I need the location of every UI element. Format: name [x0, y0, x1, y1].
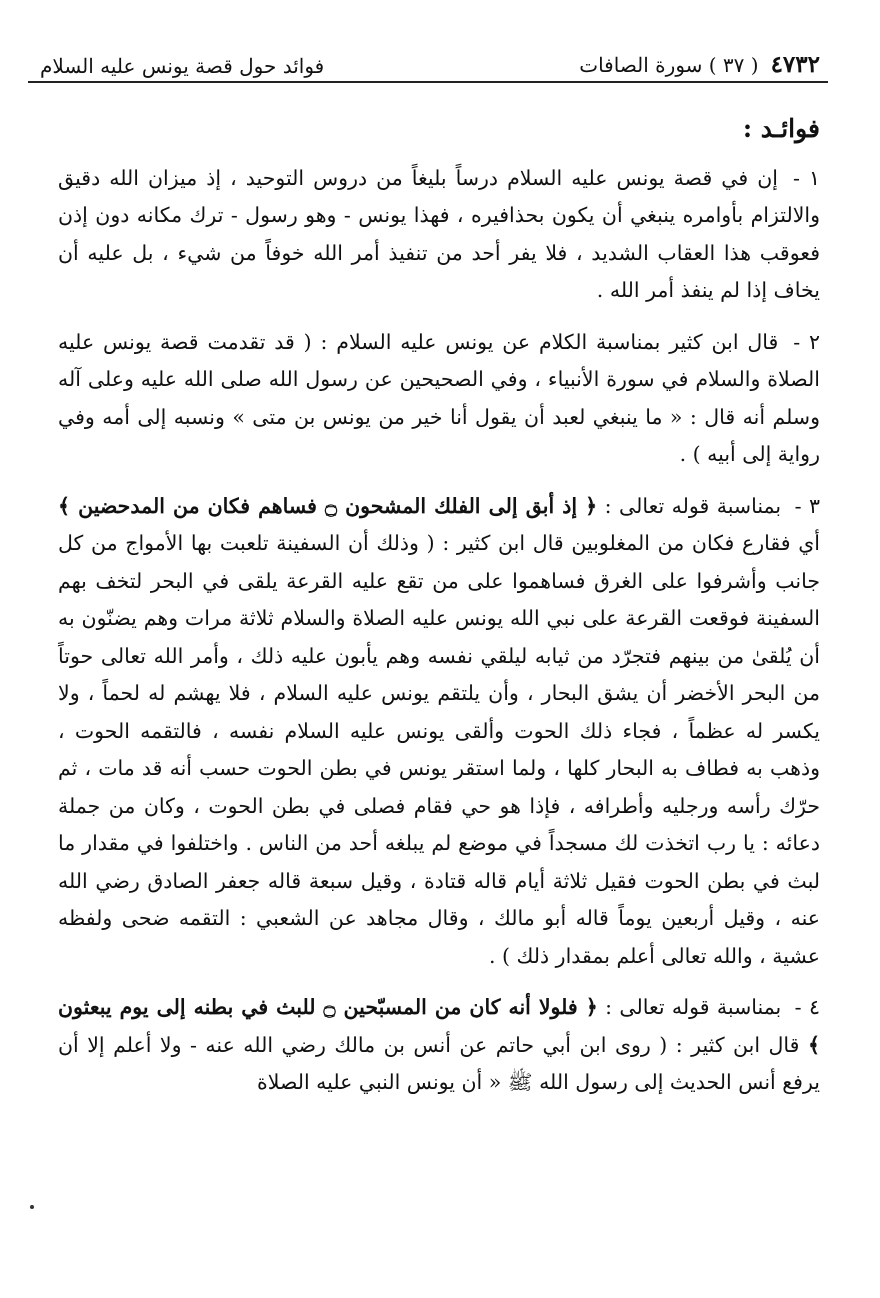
- quran-quote: ﴿ فلولا أنه كان من المسبّحين ۝ للبث في بطنه إلى يوم يبعثون ﴾: [58, 995, 820, 1057]
- paragraph-3: [58, 488, 820, 976]
- page-body: [58, 110, 820, 1116]
- paragraph-intro: بمناسبة قوله تعالى :: [605, 995, 782, 1019]
- paragraph-text: أي فقارع فكان من المغلوبين قال ابن كثير : ( وذلك أن السفينة تلعبت بها الأمواج من كل جانب وأشرفوا على الغرق فساهموا على من تقع عليه القرعة يلقى في البحر لتخف بهم السفينة فوقعت القرعة على نبي الله يونس عليه الصلاة والسلام ثلاثة مرات وهم يضنّون به أن يُلقىٰ من بينهم فتجرّد من ثيابه ليلقي نفسه وهم يأبون عليه ذلك ، وأمر الله تعالى حوتاً من البحر الأخضر أن يشق البحار ، وأن يلتقم يونس عليه السلام ، فلا يهشم له لحماً ، ولا يكسر له عظماً ، فجاء ذلك الحوت وألقى يونس عليه السلام نفسه ، فالتقمه الحوت ، وذهب به فطاف به البحار كلها ، ولما استقر يونس في بطن الحوت حسب أنه قد مات ، ثم حرّك رأسه ورجليه وأطرافه ، فإذا هو حي فقام فصلى في بطن الحوت ، وكان من جملة دعائه : يا رب اتخذت لك مسجداً في موضع لم يبلغه أحد من الناس . واختلفوا في مقدار ما لبث في بطن الحوت فقيل ثلاثة أيام قاله قتادة ، وقيل سبعة قاله جعفر الصادق رضي الله عنه ، وقيل أربعين يوماً قاله أبو مالك ، وقال مجاهد عن الشعبي : التقمه ضحى ولفظه عشية ، والله تعالى أعلم بمقدار ذلك ) .: [58, 531, 820, 968]
- paragraph-4: [58, 989, 820, 1102]
- paragraph-text: إن في قصة يونس عليه السلام درساً بليغاً من دروس التوحيد ، إذ ميزان الله دقيق والالتزام بأوامره ينبغي أن يكون بحذافيره ، فهذا يونس - وهو رسول - ترك مكانه دون إذن فعوقب هذا العقاب الشديد ، فلا يفر أحد من تنفيذ أمر الله خوفاً من شيء ، بل عليه أن يخاف إذا لم ينفذ أمر الله .: [58, 165, 820, 302]
- paragraph-text: قال ابن كثير بمناسبة الكلام عن يونس عليه السلام : ( قد تقدمت قصة يونس عليه الصلاة والسلام في سورة الأنبياء ، وفي الصحيحين عن رسول الله صلى الله عليه وعلى آله وسلم أنه قال : « ما ينبغي لعبد أن يقول أنا خير من يونس بن متى » ونسبه إلى أمه وفي رواية إلى أبيه ) .: [58, 329, 820, 466]
- paragraph-1: [58, 160, 820, 310]
- paragraph-number: ١ -: [793, 165, 820, 190]
- paragraph-text: قال ابن كثير : ( روى ابن أبي حاتم عن أنس بن مالك رضي الله عنه - ولا أعلم إلا أن يرفع أنس الحديث إلى رسول الله ﷺ « أن يونس النبي عليه الصلاة: [58, 1032, 820, 1094]
- paragraph-2: [58, 324, 820, 474]
- paragraph-number: ٤ -: [794, 995, 820, 1019]
- paragraph-number: ٣ -: [794, 493, 820, 518]
- section-title: فوائد حول قصة يونس عليه السلام: [40, 54, 325, 78]
- header-right: [579, 51, 820, 78]
- page-number: ٤٧٣٢: [770, 51, 820, 78]
- header-rule: [28, 81, 828, 83]
- section-heading: فوائـد :: [742, 114, 820, 143]
- paragraph-intro: بمناسبة قوله تعالى :: [604, 493, 782, 518]
- running-header: [40, 42, 820, 78]
- sura-reference: ( ٣٧ ) سورة الصافات: [579, 53, 759, 77]
- quran-quote: ﴿ إذ أبق إلى الفلك المشحون ۝ فساهم فكان من المدحضين ﴾: [58, 493, 598, 518]
- margin-mark: [30, 1205, 34, 1209]
- paragraph-number: ٢ -: [793, 329, 820, 354]
